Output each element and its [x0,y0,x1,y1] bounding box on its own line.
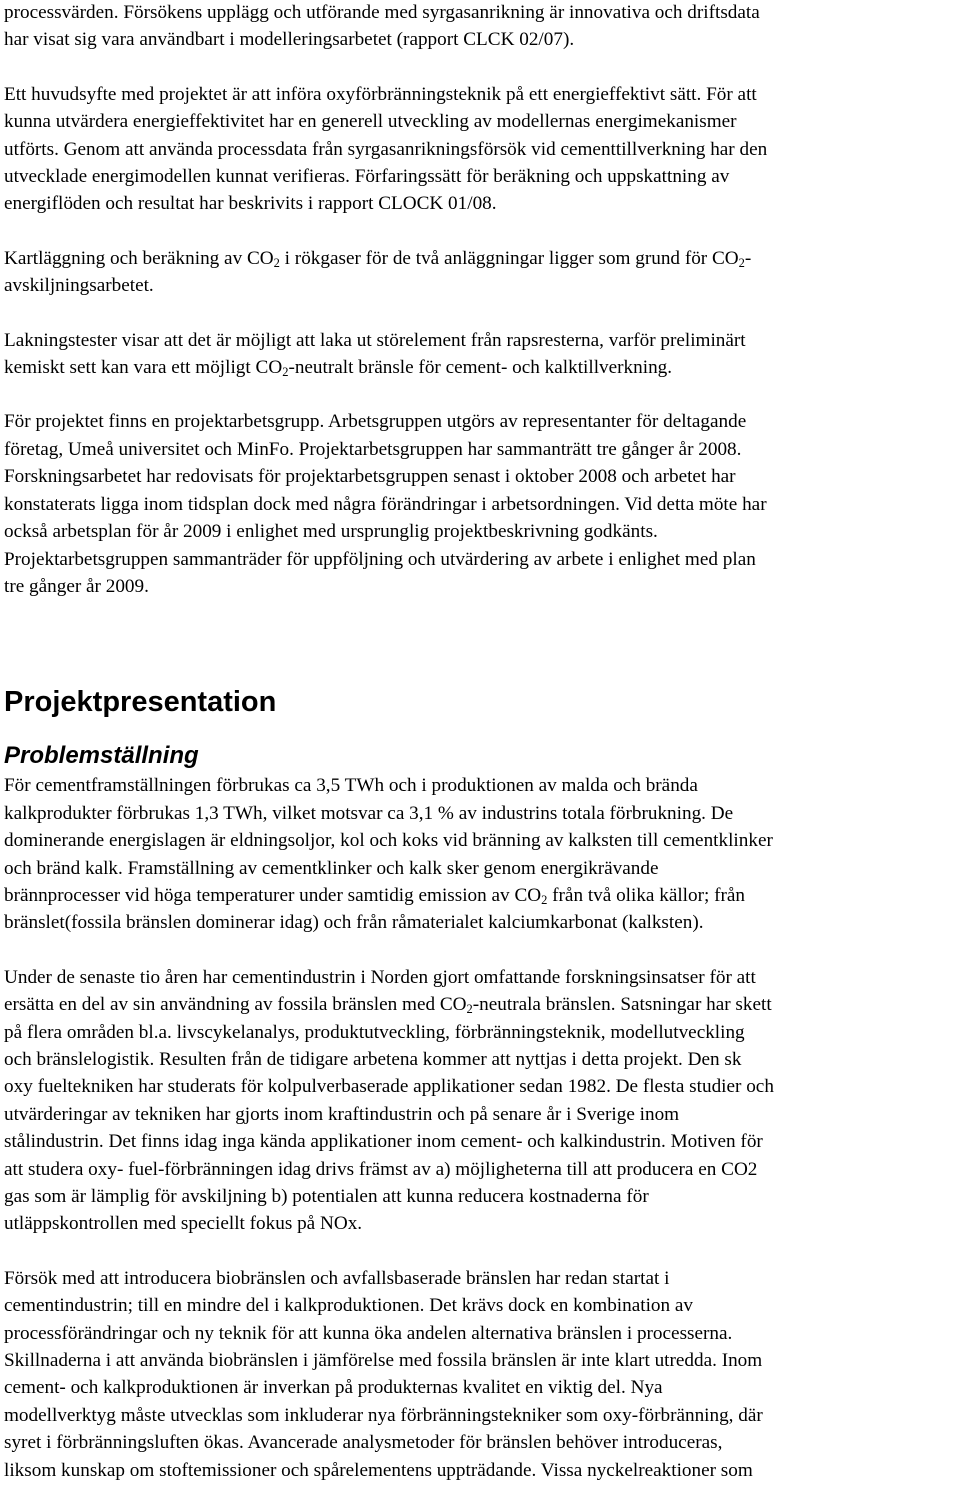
text-line: processvärden. Försökens upplägg och utförande med syrgasanrikning är innovativa och driftsdata [4,2,760,23]
text-line: utvärderingar av tekniken har gjorts inom kraftindustrin och på senare år i Sverige inom [4,1103,680,1125]
text-line: stålindustrin. Det finns idag inga kända applikationer inom cement- och kalkindustrin. Motiven för [4,1131,763,1153]
document-page [4,0,956,1484]
text-line: kemiskt sett kan vara ett möjligt $CO_2$-neutralt bränsle för cement- och kalktillverkning. [4,357,673,380]
text-line: energiflöden och resultat har beskrivits i rapport CLOCK 01/08. [4,193,497,215]
text-line: tre gånger år 2009. [4,575,149,597]
section-subheading: Problemställning [4,742,199,770]
text-line: och bränslelogistik. Resulten från de tidigare arbetena kommer att nyttjas i detta projekt. Den sk [4,1048,742,1070]
text-line: utläppskontrollen med speciellt fokus på NOx. [4,1213,363,1235]
text-line: företag, Umeå universitet och MinFo. Projektarbetsgruppen har sammanträtt tre gånger år 2008. [4,438,742,460]
text-line: Under de senaste tio åren har cementindustrin i Norden gjort omfattande forskningsinsatser för att [4,966,756,988]
paragraph-project-group [4,408,956,600]
text-line: Skillnaderna i att använda biobränslen i jämförelse med fossila bränslen är inte klart utredda. Inom [4,1350,763,1372]
text-line: utförts. Genom att använda processdata från syrgasanrikningsförsök vid cementtillverkning har den [4,138,768,160]
paragraph-research-efforts [4,964,956,1238]
text-line: cement- och kalkproduktionen är inverkan på produkternas kvalitet en viktig del. Nya [4,1377,663,1399]
paragraph-main-purpose [4,81,956,218]
text-line: Kartläggning och beräkning av $CO_2$ i rökgaser för de två anläggningar ligger som grund för $CO_2-$ [4,247,752,270]
text-line: oxy fueltekniken har studerats för kolpulverbaserade applikationer sedan 1982. De flesta studier och [4,1076,774,1098]
text-line: Projektarbetsgruppen sammanträder för uppföljning och utvärdering av arbete i enlighet med plan [4,548,756,570]
text-line: att studera oxy- fuel-förbränningen idag drivs främst av a) möjligheterna till att producera en CO2 [4,1158,758,1180]
text-line: Försök med att introducera biobränslen och avfallsbaserade bränslen har redan startat i [4,1267,670,1289]
text-line: Forskningsarbetet har redovisats för projektarbetsgruppen senast i oktober 2008 och arbetet har [4,466,736,488]
text-line: För projektet finns en projektarbetsgrupp. Arbetsgruppen utgörs av representanter för deltagande [4,411,747,433]
paragraph-energy-use [4,772,956,936]
paragraph-process-values [4,0,956,54]
text-line: bränslet(fossila bränslen dominerar idag) och från råmaterialet kalciumkarbonat (kalksten). [4,912,704,934]
text-line: utvecklade energimodellen kunnat verifieras. Förfaringssätt för beräkning och uppskattning av [4,166,730,188]
text-line: processförändringar och ny teknik för att kunna öka andelen alternativa bränslen i processerna. [4,1322,733,1344]
text-line: konstaterats ligga inom tidsplan dock med några förändringar i arbetsordningen. Vid detta möte har [4,493,767,515]
text-line: ersätta en del av sin användning av fossila bränslen med $CO_2$-neutrala bränslen. Satsningar har skett [4,994,772,1017]
text-line: gas som är lämplig för avskiljning b) potentialen att kunna reducera kostnaderna för [4,1186,649,1207]
text-line: Lakningstester visar att det är möjligt att laka ut störelement från rapsresterna, varför preliminärt [4,329,746,351]
text-line: brännprocesser vid höga temperaturer under samtidig emission av $CO_2$ från två olika källor; från [4,884,746,907]
paragraph-biofuel-trials [4,1265,956,1484]
text-line: avskiljningsarbetet. [4,275,154,297]
text-line: på flera områden bl.a. livscykelanalys, produktutveckling, förbränningsteknik, modellutveckling [4,1021,745,1043]
text-line: dominerande energislagen är eldningsoljor, kol och koks vid bränning av kalksten till cementklinker [4,830,773,852]
text-line: kunna utvärdera energieffektivitet har en generell utveckling av modellernas energimekanismer [4,111,737,133]
text-line: och bränd kalk. Framställning av cementklinker och kalk sker genom energikrävande [4,857,659,879]
text-line: cementindustrin; till en mindre del i kalkproduktionen. Det krävs dock en kombination av [4,1295,693,1317]
section-heading: Projektpresentation [4,686,277,719]
text-line: Ett huvudsyfte med projektet är att införa oxyförbränningsteknik på ett energieffektivt sätt. För att [4,83,757,105]
text-line: modellverktyg måste utvecklas som inkluderar nya förbränningstekniker som oxy-förbränning, där [4,1404,763,1426]
text-line: kalkprodukter förbrukas 1,3 TWh, vilket motsvar ca 3,1 % av industrins totala förbrukning. De [4,802,734,824]
text-line: också arbetsplan för år 2009 i enlighet med ursprunglig projektbeskrivning godkänts. [4,521,658,543]
text-line: har visat sig vara användbart i modelleringsarbetet (rapport CLCK 02/07). [4,29,575,51]
text-line: syret i förbränningsluften ökas. Avancerade analysmetoder för bränslen behöver introduceras, [4,1432,723,1454]
paragraph-co2-mapping [4,245,956,300]
paragraph-leaching-tests [4,327,956,382]
text-line: För cementframställningen förbrukas ca 3,5 TWh och i produktionen av malda och brända [4,775,698,797]
text-line: liksom kunskap om stoftemissioner och spårelementens uppträdande. Vissa nyckelreaktioner som [4,1459,753,1481]
